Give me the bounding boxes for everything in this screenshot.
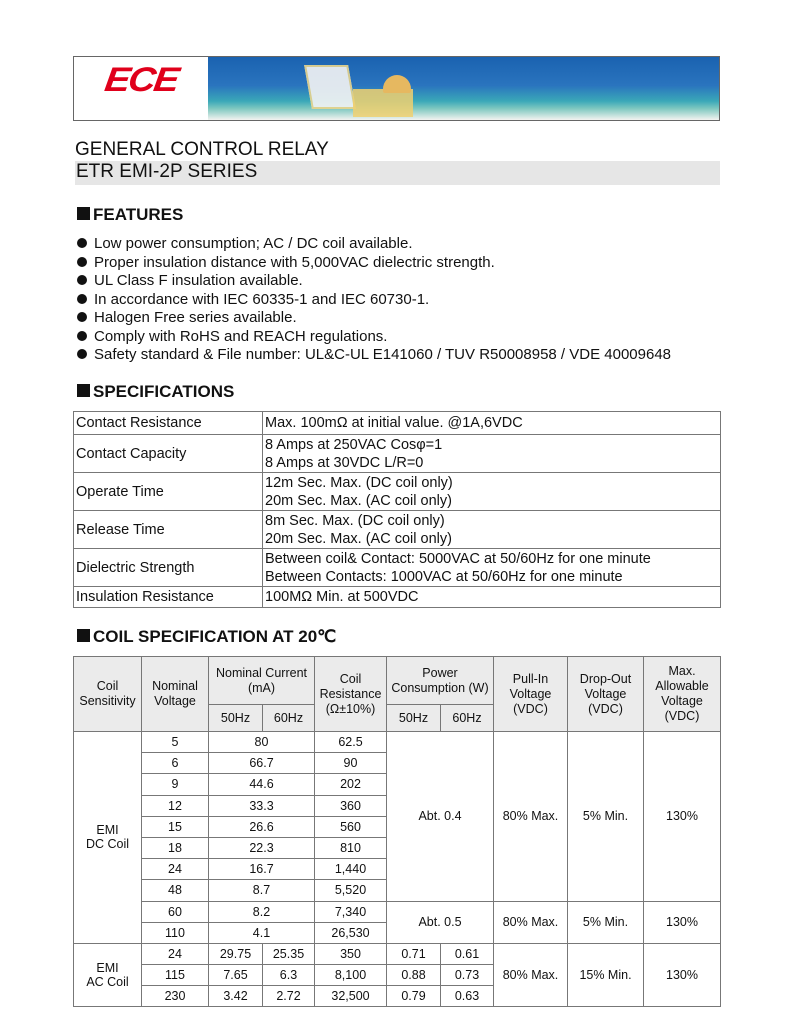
coil-resistance: 350 [315,943,387,964]
nominal-voltage: 6 [142,753,209,774]
table-row [74,732,721,753]
table-row [74,943,721,964]
header-current-50hz: 50Hz [209,705,263,732]
coil-resistance: 90 [315,753,387,774]
max-voltage: 130% [644,732,721,902]
drop-out: 5% Min. [568,901,644,943]
features-heading: FEATURES [77,205,183,225]
feature-item: Low power consumption; AC / DC coil available. [77,235,671,254]
power: Abt. 0.4 [387,732,494,902]
coil-resistance: 62.5 [315,732,387,753]
nominal-current: 4.1 [209,922,315,943]
coil-resistance: 5,520 [315,880,387,901]
nominal-voltage: 48 [142,880,209,901]
spec-row [74,511,721,549]
power: Abt. 0.5 [387,901,494,943]
feature-item: Safety standard & File number: UL&C-UL E141060 / TUV R50008958 / VDE 40009648 [77,346,671,365]
power-60hz: 0.63 [441,986,494,1007]
coil-resistance: 360 [315,795,387,816]
spec-label: Insulation Resistance [74,587,263,608]
spec-value: Max. 100mΩ at initial value. @1A,6VDC [263,412,721,435]
nominal-voltage: 5 [142,732,209,753]
coil-resistance: 560 [315,816,387,837]
header-drop-out: Drop-Out Voltage (VDC) [568,657,644,732]
max-voltage: 130% [644,901,721,943]
feature-item: UL Class F insulation available. [77,272,671,291]
header-power-60hz: 60Hz [441,705,494,732]
coil-resistance: 7,340 [315,901,387,922]
max-voltage: 130% [644,943,721,1007]
spec-value: Between coil& Contact: 5000VAC at 50/60Hz for one minute Between Contacts: 1000VAC at 50/60Hz for one minute [263,549,721,587]
doc-subtitle: ETR EMI-2P SERIES [75,161,720,185]
specifications-table [73,411,721,608]
specifications-heading: SPECIFICATIONS [77,382,234,402]
nominal-voltage: 230 [142,986,209,1007]
nominal-voltage: 60 [142,901,209,922]
spec-row [74,412,721,435]
coil-resistance: 32,500 [315,986,387,1007]
coil-sensitivity: EMI AC Coil [74,943,142,1007]
spec-row [74,587,721,608]
feature-item: Comply with RoHS and REACH regulations. [77,328,671,347]
spec-label: Contact Resistance [74,412,263,435]
header-coil-resistance: Coil Resistance (Ω±10%) [315,657,387,732]
power-50hz: 0.79 [387,986,441,1007]
nominal-voltage: 12 [142,795,209,816]
nominal-voltage: 115 [142,965,209,986]
nominal-voltage: 15 [142,816,209,837]
power-60hz: 0.61 [441,943,494,964]
nominal-voltage: 24 [142,859,209,880]
nominal-current: 66.7 [209,753,315,774]
coil-resistance: 26,530 [315,922,387,943]
coil-heading: COIL SPECIFICATION AT 20℃ [77,627,336,647]
company-logo: ECE [102,61,180,99]
power-50hz: 0.71 [387,943,441,964]
header-max-voltage: Max. Allowable Voltage (VDC) [644,657,721,732]
spec-row [74,473,721,511]
nominal-voltage: 24 [142,943,209,964]
current-50hz: 29.75 [209,943,263,964]
header-nominal-current: Nominal Current (mA) [209,657,315,705]
pull-in: 80% Max. [494,732,568,902]
spec-value: 12m Sec. Max. (DC coil only) 20m Sec. Max. (AC coil only) [263,473,721,511]
nominal-current: 44.6 [209,774,315,795]
nominal-current: 16.7 [209,859,315,880]
drop-out: 15% Min. [568,943,644,1007]
nominal-current: 22.3 [209,837,315,858]
nominal-current: 33.3 [209,795,315,816]
spec-value: 8 Amps at 250VAC Cosφ=1 8 Amps at 30VDC L/R=0 [263,435,721,473]
nominal-current: 8.7 [209,880,315,901]
power-50hz: 0.88 [387,965,441,986]
power-60hz: 0.73 [441,965,494,986]
spec-value: 8m Sec. Max. (DC coil only) 20m Sec. Max. (AC coil only) [263,511,721,549]
header-power-50hz: 50Hz [387,705,441,732]
header-pull-in: Pull-In Voltage (VDC) [494,657,568,732]
nominal-voltage: 9 [142,774,209,795]
header-nominal-voltage: Nominal Voltage [142,657,209,732]
header-power: Power Consumption (W) [387,657,494,705]
pull-in: 80% Max. [494,901,568,943]
banner-photo [208,57,719,120]
current-50hz: 3.42 [209,986,263,1007]
table-row [74,901,721,922]
coil-resistance: 810 [315,837,387,858]
current-50hz: 7.65 [209,965,263,986]
spec-label: Dielectric Strength [74,549,263,587]
spec-row [74,435,721,473]
nominal-voltage: 18 [142,837,209,858]
coil-sensitivity: EMI DC Coil [74,732,142,944]
header-banner [73,56,720,121]
feature-item: In accordance with IEC 60335-1 and IEC 60730-1. [77,291,671,310]
coil-resistance: 202 [315,774,387,795]
feature-item: Halogen Free series available. [77,309,671,328]
doc-title: GENERAL CONTROL RELAY [75,139,329,160]
spec-value: 100MΩ Min. at 500VDC [263,587,721,608]
spec-label: Release Time [74,511,263,549]
pull-in: 80% Max. [494,943,568,1007]
spec-label: Contact Capacity [74,435,263,473]
spec-label: Operate Time [74,473,263,511]
current-60hz: 25.35 [263,943,315,964]
features-list [77,235,671,365]
drop-out: 5% Min. [568,732,644,902]
header-current-60hz: 60Hz [263,705,315,732]
nominal-current: 26.6 [209,816,315,837]
current-60hz: 2.72 [263,986,315,1007]
nominal-voltage: 110 [142,922,209,943]
nominal-current: 80 [209,732,315,753]
spec-row [74,549,721,587]
coil-resistance: 8,100 [315,965,387,986]
coil-resistance: 1,440 [315,859,387,880]
nominal-current: 8.2 [209,901,315,922]
feature-item: Proper insulation distance with 5,000VAC dielectric strength. [77,254,671,273]
header-coil-sensitivity: Coil Sensitivity [74,657,142,732]
coil-spec-table [73,656,721,1007]
current-60hz: 6.3 [263,965,315,986]
